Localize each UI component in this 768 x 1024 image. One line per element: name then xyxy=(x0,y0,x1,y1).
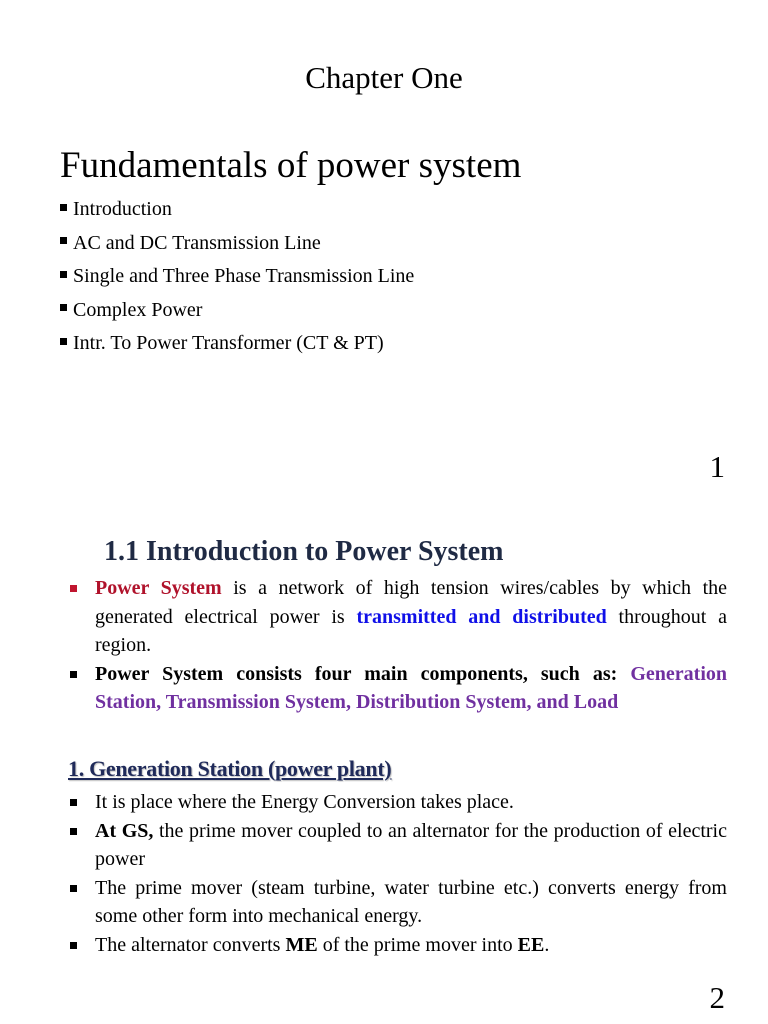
topic-item xyxy=(60,327,414,361)
main-title: Fundamentals of power system xyxy=(60,145,522,186)
power-system-term: Power System xyxy=(95,577,222,599)
bullet-text: The alternator converts xyxy=(95,933,286,956)
square-bullet-icon xyxy=(60,304,67,311)
list-item xyxy=(66,817,727,874)
definition-text: is a network of high tension wires/cables by which the generated electrical power is xyxy=(95,577,728,628)
list-item xyxy=(66,660,727,717)
square-bullet-icon xyxy=(60,237,67,244)
topic-label: Complex Power xyxy=(73,298,203,321)
slide-2 xyxy=(0,500,768,1024)
bullet-text: of the prime mover into xyxy=(317,933,518,956)
list-item xyxy=(66,874,727,931)
bullet-text-end: . xyxy=(544,933,550,956)
square-bullet-icon xyxy=(60,271,67,278)
list-item xyxy=(66,574,727,660)
square-bullet-icon xyxy=(70,585,77,592)
square-bullet-icon xyxy=(70,885,77,892)
bullet-text: It is place where the Energy Conversion takes place. xyxy=(95,791,514,813)
square-bullet-icon xyxy=(70,671,77,678)
topic-item xyxy=(60,227,414,261)
me-abbrev: ME xyxy=(285,933,318,956)
topic-item xyxy=(60,193,414,227)
bullet-text: the prime mover coupled to an alternator for the production of electric power xyxy=(95,819,727,870)
definition-text-end: throughout a region. xyxy=(95,605,727,656)
highlight-text: transmitted and distributed xyxy=(356,605,607,628)
page-number: 1 xyxy=(709,449,725,484)
list-item xyxy=(66,788,727,817)
square-bullet-icon xyxy=(60,204,67,211)
topic-label: Single and Three Phase Transmission Line xyxy=(73,265,415,287)
page-number: 2 xyxy=(709,980,725,1015)
section-title: 1.1 Introduction to Power System xyxy=(104,536,504,567)
bold-lead: At GS, xyxy=(95,819,154,842)
generation-station-bullet-list xyxy=(66,788,727,959)
components-list: Generation Station, Transmission System, Distribution System, and Load xyxy=(95,662,727,713)
topic-label: Intr. To Power Transformer (CT & PT) xyxy=(73,332,384,354)
subheading: 1. Generation Station (power plant) xyxy=(68,756,392,781)
topic-label: AC and DC Transmission Line xyxy=(73,231,321,254)
topic-item xyxy=(60,294,414,328)
square-bullet-icon xyxy=(60,338,67,345)
square-bullet-icon xyxy=(70,942,77,949)
topic-list xyxy=(60,193,414,361)
intro-bullet-list xyxy=(66,574,727,717)
topic-item xyxy=(60,260,414,294)
bullet-text: The prime mover (steam turbine, water turbine etc.) converts energy from some other form into mechanical energy. xyxy=(95,876,727,927)
components-lead: Power System consists four main components, such as: xyxy=(95,662,631,685)
slide-1 xyxy=(0,0,768,500)
topic-label: Introduction xyxy=(73,198,172,220)
ee-abbrev: EE xyxy=(517,933,545,956)
chapter-title: Chapter One xyxy=(305,60,463,95)
square-bullet-icon xyxy=(70,799,77,806)
list-item xyxy=(66,931,727,960)
square-bullet-icon xyxy=(70,828,77,835)
